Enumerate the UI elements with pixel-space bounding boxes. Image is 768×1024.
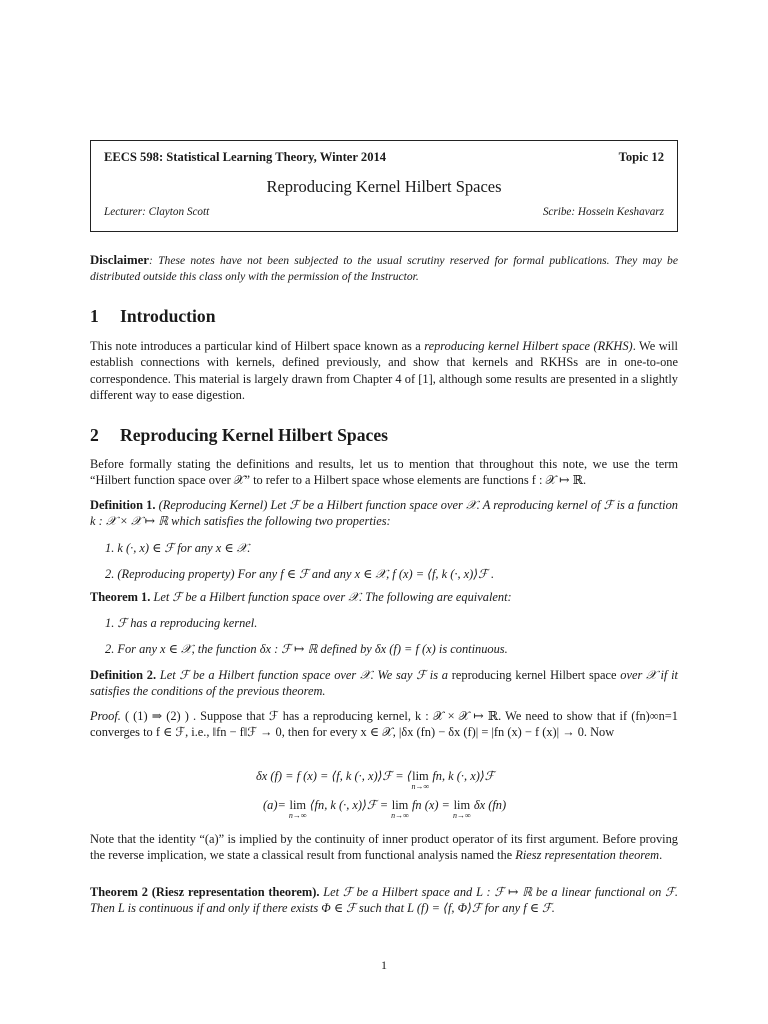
section-2-title: Reproducing Kernel Hilbert Spaces (120, 425, 388, 445)
proof-paragraph (90, 708, 678, 741)
page-number: 1 (381, 958, 387, 972)
course-title: EECS 598: Statistical Learning Theory, Winter 2014 (104, 150, 387, 164)
riesz-term: Riesz representation theorem (515, 848, 660, 863)
lecture-title: Reproducing Kernel Hilbert Spaces (266, 177, 502, 196)
section-2-paragraph: Before formally stating the definitions and results, let us to mention that throughout this note, we use the term “Hilbert function space over 𝒳” to refer to a Hilbert space whose elements are functions f : 𝒳 ↦ ℝ. (90, 457, 678, 488)
definition-2 (90, 667, 678, 700)
definition-1-text: (Reproducing Kernel) Let ℱ be a Hilbert function space over 𝒳. A reproducing kernel of ℱ is a function k : 𝒳 × 𝒳 ↦ ℝ which satisfies the following two properties: (90, 498, 678, 529)
equation-2-lim-sub-3: n→∞ (453, 811, 471, 821)
theorem-1-text: Let ℱ be a Hilbert function space over 𝒳. The following are equivalent: (150, 590, 512, 604)
people-line (104, 205, 664, 220)
section-2-heading (90, 424, 388, 447)
definition-2-text-c: over 𝒳 if it satisfies the conditions of the previous theorem. (90, 668, 678, 699)
intro-rkhs-term: reproducing kernel Hilbert space (RKHS) (424, 339, 633, 353)
definition-2-term: reproducing kernel Hilbert space (451, 668, 617, 682)
disclaimer (90, 252, 678, 284)
scribe: Scribe: Hossein Keshavarz (542, 206, 664, 218)
equation-2-relation: (a)= (263, 798, 286, 812)
proof-text: ( (1) ⇒ (2) ) . Suppose that ℱ has a reproducing kernel, k : 𝒳 × 𝒳 ↦ ℝ. We need to show that if (fn)∞n=1 converges to f ∈ ℱ, i.e., ‖fn − f‖ℱ → 0, then for every x ∈ 𝒳, |δx (fn) − δx (f)| = |fn (x) − f (x)| → 0. Now (90, 709, 678, 740)
equation-2-lim-2: lim (391, 798, 409, 812)
equation-2-lim-1: lim (289, 798, 307, 812)
equation-2-term-3: δx (fn) (470, 798, 507, 812)
equation-2-lim-sub-1: n→∞ (288, 811, 307, 821)
topic-number: Topic 12 (618, 150, 664, 164)
theorem-1-item-1: 1. ℱ has a reproducing kernel. (105, 616, 258, 630)
definition-2-text-a: Let ℱ be a Hilbert function space over 𝒳. We say ℱ is a (156, 668, 452, 682)
riesz-intro-paragraph (90, 831, 678, 864)
equation-2-limit-2 (391, 797, 409, 820)
lecturer: Lecturer: Clayton Scott (104, 206, 210, 218)
section-1-number: 1 (90, 306, 99, 326)
lecture-header-box (90, 140, 678, 232)
equation-2-term-1: ⟨fn, k (·, x)⟩ℱ = (306, 798, 392, 812)
riesz-intro-end: . (659, 848, 663, 863)
section-2-number: 2 (90, 425, 99, 445)
equation-2-term-2: fn (x) = (408, 798, 454, 812)
theorem-2-label: Theorem 2 (90, 885, 148, 899)
definition-1-label: Definition 1. (90, 498, 156, 512)
definition-1-item-1: 1. k (·, x) ∈ ℱ for any x ∈ 𝒳. (105, 541, 251, 555)
equation-2-lim-sub-2: n→∞ (391, 811, 409, 821)
definition-1-item-2: 2. (Reproducing property) For any f ∈ ℱ and any x ∈ 𝒳, f (x) = ⟨f, k (·, x)⟩ℱ . (105, 567, 495, 581)
section-1-heading (90, 305, 216, 328)
proof-label: Proof. (90, 709, 121, 723)
theorem-1-label: Theorem 1. (90, 590, 151, 604)
definition-2-label: Definition 2. (90, 668, 157, 682)
disclaimer-text: : These notes have not been subjected to the usual scrutiny reserved for formal publications. They may be distributed outside this class only with the permission of the Instructor. (90, 254, 678, 283)
equation-1-limit (412, 768, 430, 791)
theorem-2 (90, 884, 678, 917)
riesz-intro-text: Note that the identity “(a)” is implied by the continuity of inner product operator of its first argument. Before proving the reverse implication, we state a classical result from functional analysis named the (90, 832, 678, 863)
equation-1 (256, 768, 494, 791)
definition-1 (90, 497, 678, 530)
intro-text-b: . We will establish connections with kernels, defined previously, and show that kernels and RKHSs are in one-to-one correspondence. This material is largely drawn from Chapter 4 of [1], although some results are presented in a slightly different way to ease digestion. (90, 339, 678, 403)
equation-1-lim: lim (412, 769, 429, 783)
theorem-1-item-2: 2. For any x ∈ 𝒳, the function δx : ℱ ↦ ℝ defined by δx (f) = f (x) is continuous. (105, 642, 508, 656)
disclaimer-label: Disclaimer (90, 253, 149, 267)
theorem-1 (90, 589, 678, 605)
equation-1-lhs: δx (f) = f (x) = ⟨f, k (·, x)⟩ℱ = ⟨ (256, 769, 412, 783)
equation-2-lim-3: lim (453, 798, 471, 812)
theorem-2-text: Let ℱ be a Hilbert space and L : ℱ ↦ ℝ be a linear functional on ℱ. Then L is continuous if and only if there exists Φ ∈ ℱ such that L (f) = ⟨f, Φ⟩ℱ for any f ∈ ℱ. (90, 885, 678, 916)
equation-2 (263, 797, 506, 820)
course-line (104, 149, 664, 166)
theorem-2-paren: (Riesz representation theorem). (147, 885, 320, 899)
equation-2-limit-3 (453, 797, 471, 820)
equation-1-lim-sub: n→∞ (411, 782, 430, 792)
equation-1-rhs: fn, k (·, x)⟩ℱ (429, 769, 495, 783)
intro-text-a: This note introduces a particular kind of Hilbert space known as a (90, 339, 425, 353)
intro-paragraph (90, 338, 678, 404)
section-1-title: Introduction (120, 306, 216, 326)
equation-2-limit-1 (289, 797, 307, 820)
